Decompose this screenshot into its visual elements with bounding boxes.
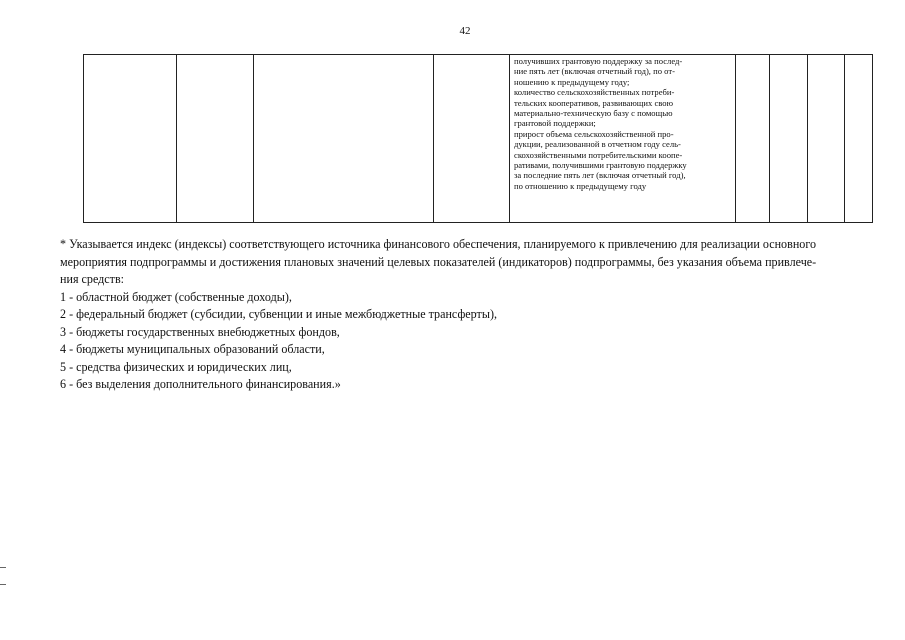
column-divider [844,55,845,222]
footnote-intro-line: * Указывается индекс (индексы) соответствующего источника финансового обеспечения, планируемого к привлечению для реализации основного [60,237,817,251]
column-divider [735,55,736,222]
column-divider [253,55,254,222]
indicator-line: ношению к предыдущему году; [514,76,630,87]
indicator-line: материально-техническую базу с помощью [514,108,673,119]
indicator-line: количество сельскохозяйственных потреби- [514,87,675,98]
page-number: 42 [459,25,471,37]
indicator-line: грантовой поддержки; [514,118,596,129]
indicator-line: тельских кооперативов, развивающих свою [514,97,673,108]
indicator-line: прирост объема сельскохозяйственной про- [514,128,674,139]
indicator-line: получивших грантовую поддержку за послед- [514,56,683,66]
funding-source-item: 1 - областной бюджет (собственные доходы), [60,289,292,304]
footnote-intro-line: ния средств: [60,272,125,286]
program-table [83,54,873,223]
footnote-intro-line: мероприятия подпрограммы и достижения плановых значений целевых показателей (индикаторов) подпрограммы, без указания объема привлече- [60,254,817,269]
funding-source-item: 3 - бюджеты государственных внебюджетных фондов, [60,324,340,339]
indicator-line: ративами, получившими грантовую поддержку [514,160,687,171]
funding-source-item: 4 - бюджеты муниципальных образований области, [60,342,325,356]
scan-margin-mark [0,584,6,585]
funding-source-item: 5 - средства физических и юридических лиц, [60,359,292,374]
funding-source-item: 2 - федеральный бюджет (субсидии, субвенции и иные межбюджетные трансферты), [60,307,498,321]
column-divider [433,55,434,222]
column-divider [807,55,808,222]
indicator-cell [514,56,734,191]
funding-source-item: 6 - без выделения дополнительного финансирования.» [60,377,341,391]
indicator-line: за последние пять лет (включая отчетный год), [514,170,686,181]
indicator-line: ние пять лет (включая отчетный год), по от- [514,66,675,77]
indicator-line: скохозяйственными потребительскими коопе- [514,149,683,160]
indicator-line: дукции, реализованной в отчетном году сель- [514,139,681,150]
column-divider [509,55,510,222]
column-divider [769,55,770,222]
financing-footnote [60,236,880,394]
indicator-line: по отношению к предыдущему году [514,180,647,191]
column-divider [176,55,177,222]
scan-margin-mark [0,567,6,568]
